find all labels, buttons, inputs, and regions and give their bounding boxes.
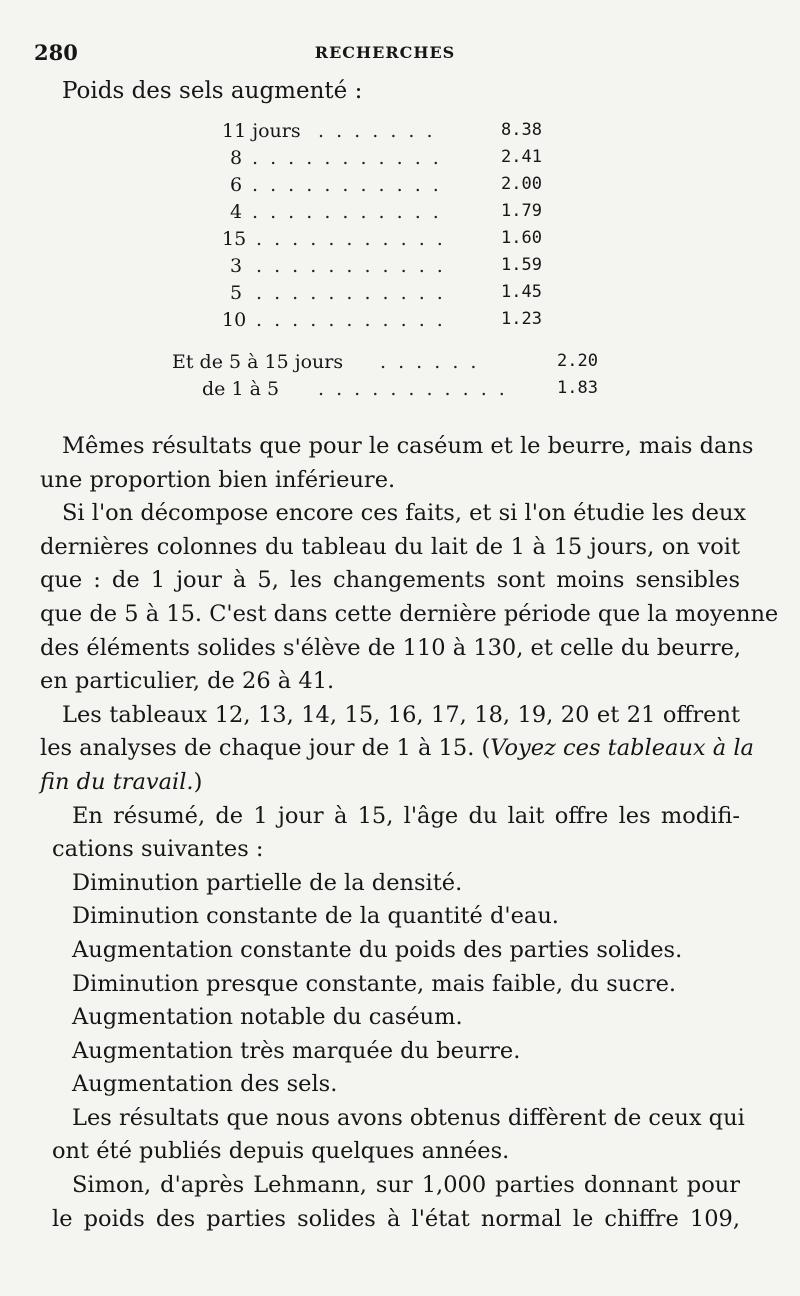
row-value: 1.83 xyxy=(557,378,598,398)
row-value: 1.59 xyxy=(501,255,542,275)
text-line: Les résultats que nous avons obtenus diffèrent de ceux qui xyxy=(72,1104,745,1131)
text-line: une proportion bien inférieure. xyxy=(40,466,396,493)
list-item: Augmentation très marquée du beurre. xyxy=(72,1037,521,1064)
text-line: que : de 1 jour à 5, les changements sont moins sensibles xyxy=(40,567,740,594)
text-line: En résumé, de 1 jour à 15, l'âge du lait offre les modifi- xyxy=(72,802,740,829)
row-value: 1.79 xyxy=(501,201,542,221)
row-label: Et de 5 à 15 jours xyxy=(172,351,344,373)
row-label: 6 xyxy=(230,174,243,196)
text-line: en particulier, de 26 à 41. xyxy=(40,668,335,695)
text-line: le poids des parties solides à l'état normal le chiffre 109, xyxy=(52,1205,740,1232)
list-item: Augmentation notable du caséum. xyxy=(72,1004,463,1031)
text-line: cations suivantes : xyxy=(52,836,264,863)
list-item: Diminution constante de la quantité d'eau. xyxy=(72,903,559,930)
italic-fragment: fin du travail. xyxy=(40,768,194,795)
body-text xyxy=(40,430,779,1236)
row-leader-dots: . . . . . . . . . . . xyxy=(252,201,442,223)
list-item: Diminution presque constante, mais faible, du sucre. xyxy=(72,970,677,997)
row-label: de 1 à 5 xyxy=(202,378,280,400)
page-number: 280 xyxy=(34,40,78,65)
text-line: Simon, d'après Lehmann, sur 1,000 parties donnant pour xyxy=(72,1172,740,1199)
text-line xyxy=(40,732,754,766)
text-line: des éléments solides s'élève de 110 à 130, et celle du beurre, xyxy=(40,634,742,661)
text-line: ont été publiés depuis quelques années. xyxy=(52,1138,510,1165)
row-label: 10 xyxy=(222,309,247,331)
text-line: dernières colonnes du tableau du lait de 1 à 15 jours, on voit xyxy=(40,533,740,560)
row-value: 2.41 xyxy=(501,147,542,167)
row-leader-dots: . . . . . . . . . . . xyxy=(256,282,446,304)
text-fragment: ) xyxy=(193,768,203,795)
row-label: 15 xyxy=(222,228,247,250)
text-line: que de 5 à 15. C'est dans cette dernière période que la moyenne xyxy=(40,600,779,627)
text-line: Les tableaux 12, 13, 14, 15, 16, 17, 18, 19, 20 et 21 offrent xyxy=(62,701,740,728)
salts-table xyxy=(0,120,800,340)
row-value: 1.60 xyxy=(501,228,542,248)
range-table xyxy=(0,351,800,407)
row-leader-dots: . . . . . . . . . . . xyxy=(256,228,446,250)
text-line xyxy=(40,766,740,800)
row-value: 1.45 xyxy=(501,282,542,302)
text-fragment: les analyses de chaque jour de 1 à 15. ( xyxy=(40,735,491,762)
row-leader-dots: . . . . . . . . . . . xyxy=(252,174,442,196)
row-label: 8 xyxy=(230,147,243,169)
row-value: 8.38 xyxy=(501,120,542,140)
italic-fragment: Voyez ces tableaux à la xyxy=(490,735,754,762)
list-item: Augmentation des sels. xyxy=(72,1071,338,1098)
row-leader-dots: . . . . . . . . . . . xyxy=(256,309,446,331)
row-label: 5 xyxy=(230,282,243,304)
row-leader-dots: . . . . . . . xyxy=(318,120,436,142)
row-label: 3 xyxy=(230,255,243,277)
running-head: RECHERCHES xyxy=(314,43,456,62)
row-leader-dots: . . . . . . . . . . . xyxy=(252,147,442,169)
row-label: 11 jours xyxy=(222,120,301,142)
list-item: Diminution partielle de la densité. xyxy=(72,869,463,896)
row-leader-dots: . . . . . . xyxy=(380,351,480,373)
row-leader-dots: . . . . . . . . . . . xyxy=(256,255,446,277)
page-header xyxy=(34,40,736,70)
row-value: 1.23 xyxy=(501,309,542,329)
row-value: 2.20 xyxy=(557,351,598,371)
row-label: 4 xyxy=(230,201,243,223)
list-item: Augmentation constante du poids des parties solides. xyxy=(72,936,683,963)
text-line: Si l'on décompose encore ces faits, et si l'on étudie les deux xyxy=(62,500,747,527)
section-title: Poids des sels augmenté : xyxy=(62,78,363,104)
text-line: Mêmes résultats que pour le caséum et le beurre, mais dans xyxy=(62,433,754,459)
row-value: 2.00 xyxy=(501,174,542,194)
row-leader-dots: . . . . . . . . . . . xyxy=(318,378,508,400)
